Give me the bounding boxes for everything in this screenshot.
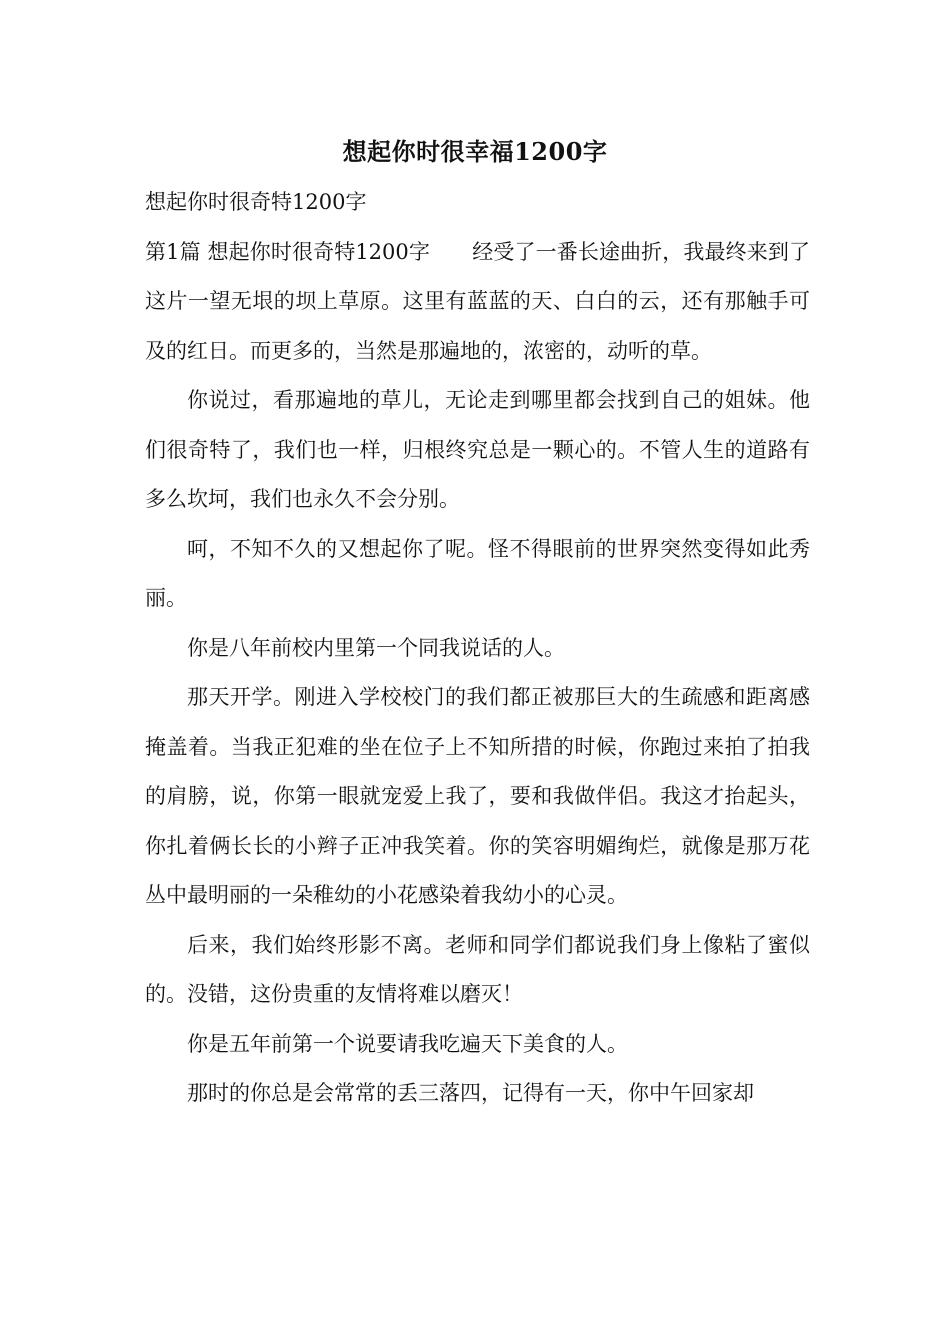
paragraph: 呵，不知不久的又想起你了呢。怪不得眼前的世界突然变得如此秀丽。 bbox=[145, 536, 810, 610]
document-title: 想起你时很幸福1200字 bbox=[342, 137, 608, 166]
document-body bbox=[145, 178, 810, 1119]
paragraph: 那时的你总是会常常的丢三落四，记得有一天，你中午回家却 bbox=[187, 1081, 754, 1105]
paragraph: 你是八年前校内里第一个同我说话的人。 bbox=[187, 635, 565, 660]
paragraph: 想起你时很奇特1200字 bbox=[145, 190, 367, 214]
paragraph: 第1篇 想起你时很奇特1200字 经受了一番长途曲折，我最终来到了这片一望无垠的坝上草原。这里有蓝蓝的天、白白的云，还有那触手可及的红日。而更多的，当然是那遍地的，浓密的，动听的草。 bbox=[145, 239, 810, 363]
paragraph: 后来，我们始终形影不离。老师和同学们都说我们身上像粘了蜜似的。没错，这份贵重的友情将难以磨灭！ bbox=[145, 932, 810, 1006]
paragraph: 那天开学。刚进入学校校门的我们都正被那巨大的生疏感和距离感掩盖着。当我正犯难的坐在位子上不知所措的时候，你跑过来拍了拍我的肩膀，说，你第一眼就宠爱上我了，要和我做伴侣。我这才抬起头，你扎着俩长长的小辫子正冲我笑着。你的笑容明媚绚烂，就像是那万花丛中最明丽的一朵稚幼的小花感染着我幼小的心灵。 bbox=[145, 685, 810, 907]
paragraph: 你是五年前第一个说要请我吃遍天下美食的人。 bbox=[187, 1031, 628, 1056]
paragraph: 你说过，看那遍地的草儿，无论走到哪里都会找到自己的姐妹。他们很奇特了，我们也一样，归根终究总是一颗心的。不管人生的道路有多么坎坷，我们也永久不会分别。 bbox=[145, 388, 810, 511]
